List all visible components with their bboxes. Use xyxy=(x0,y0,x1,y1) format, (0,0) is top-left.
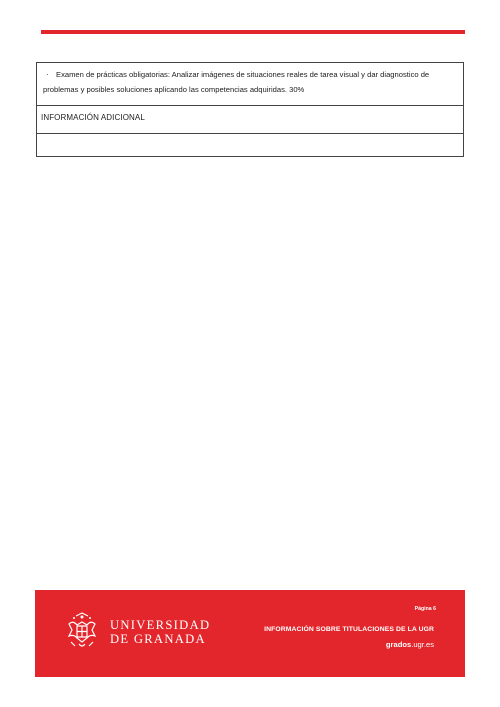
bullet-item-cell xyxy=(37,63,463,106)
section-heading-cell xyxy=(37,106,463,134)
site-link-bold: grados xyxy=(385,640,412,649)
bullet-item-text: Examen de prácticas obligatorias: Analizar imágenes de situaciones reales de tarea visual y dar diagnostico de problemas y posibles soluciones aplicando las competencias adquiridas. 30% xyxy=(43,70,430,94)
site-link-domain: .ugr.es xyxy=(411,640,434,649)
page-number: Página 6 xyxy=(414,606,436,612)
site-link[interactable] xyxy=(386,640,434,649)
page-footer xyxy=(35,590,465,677)
section-heading: INFORMACIÓN ADICIONAL xyxy=(41,113,145,122)
university-name-line-1: UNIVERSIDAD xyxy=(110,618,211,632)
top-red-rule xyxy=(41,30,465,34)
bullet-glyph: · xyxy=(46,70,49,79)
degrees-info-title: INFORMACIÓN SOBRE TITULACIONES DE LA UGR xyxy=(264,626,434,633)
university-name xyxy=(110,618,210,646)
section-body-cell xyxy=(37,134,463,156)
content-table xyxy=(36,62,464,157)
ugr-coat-of-arms-icon xyxy=(65,612,99,650)
university-name-line-2: DE GRANADA xyxy=(110,632,206,646)
